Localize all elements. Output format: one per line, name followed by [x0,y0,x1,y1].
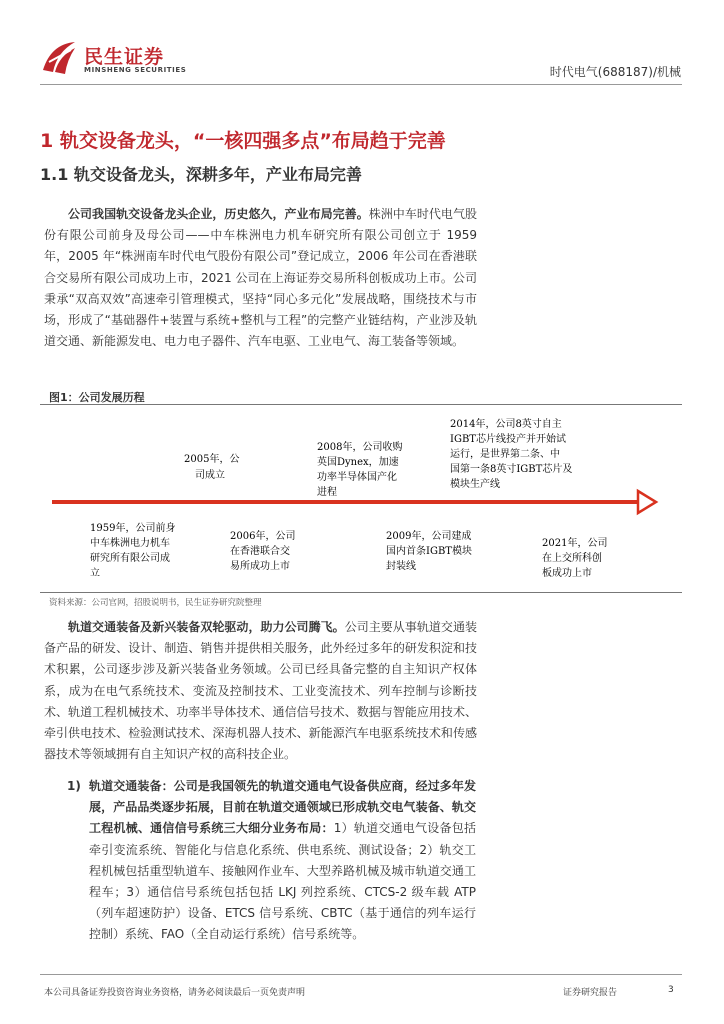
footer-divider [40,974,682,975]
event-2014: 2014年，公司8英寸自主 IGBT芯片线投产并开始试 运行，是世界第二条、中 国第一条8英寸IGBT芯片及 模块生产线 [450,419,573,490]
subsection-heading: 1.1 轨交设备龙头，深耕多年，产业布局完善 [40,165,362,184]
paragraph-body: 公司主要从事轨道交通装备产品的研发、设计、制造、销售并提供相关服务，此外经过多年的研发积淀和技术积累，公司逐步涉及新兴装备业务领域。公司已经具备完整的自主知识产权体系，成为在电气系统技术、变流及控制技术、工业变流技术、列车控制与诊断技术、轨道工程机械技术、功率半导体技术、通信信号技术、数据与智能应用技术、牵引供电技术、检验测试技术、深海机器人技术、新能源汽车电驱系统技术和传感器技术等领域拥有自主知识产权的高科技企业。 [44,620,477,762]
minsheng-logo-icon [41,40,77,76]
paragraph-lead: 公司我国轨交设备龙头企业，历史悠久，产业布局完善。 [68,207,369,221]
section-heading: 1 轨交设备龙头，“一核四强多点”布局趋于完善 [40,130,446,152]
paragraph-lead: 轨道交通装备及新兴装备双轮驱动，助力公司腾飞。 [68,620,345,634]
page-number: 3 [668,985,674,995]
event-2009: 2009年，公司建成 国内首条IGBT模块 封装线 [386,531,472,572]
event-2021: 2021年，公司 在上交所科创 板成功上市 [542,538,608,579]
list-item-body: 1）轨道交通电气设备包括牵引变流系统、智能化与信息化系统、供电系统、测试设备；2）轨交工程机械包括重型轨道车、接触网作业车、大型养路机械及城市轨道交通工程车；3）通信信号系统包括包括 LKJ 列控系统、CTCS-2 级车载 ATP（列车超速防护）设备、ETCS 信号系统、CBTC（基于通信的列车运行控制）系统、FAO（全自动运行系统）信号系统等。 [89,821,476,942]
timeline-arrowhead [638,491,656,513]
footer-disclaimer: 本公司具备证券投资咨询业务资格，请务必阅读最后一页免责声明 [44,988,306,998]
paragraph-dual-drive [44,617,477,765]
figure-bottom-rule [40,592,682,593]
report-label: 时代电气(688187)/机械 [549,65,681,79]
list-number: 1) [67,779,81,793]
event-1959: 1959年，公司前身 中车株洲电力机车 研究所有限公司成 立 [90,523,176,579]
list-item-lead: 轨道交通装备：公司是我国领先的轨道交通电气设备供应商，经过多年发展，产品品类逐步拓展，目前在轨道交通领域已形成轨交电气装备、轨交工程机械、通信信号系统三大细分业务布局： [89,779,476,836]
event-2008: 2008年，公司收购 英国Dynex，加速 功率半导体国产化 进程 [317,442,403,498]
event-2006: 2006年，公司 在香港联合交 易所成功上市 [230,531,296,572]
paragraph-company-overview [44,204,477,352]
brand-name-cn: 民生证券 [84,46,165,68]
paragraph-body: 株洲中车时代电气股份有限公司前身及母公司——中车株洲电力机车研究所有限公司创立于 1959 年，2005 年“株洲南车时代电气股份有限公司”登记成立，2006 年公司在香港联合交易所有限公司成功上市，2021 公司在上海证券交易所科创板成功上市。公司秉承“双高双效”高速牵引管理模式，坚持“同心多元化”发展战略，围绕技术与市场，形成了“基础器件+装置与系统+整机与工程”的完整产业链结构，产业涉及轨道交通、新能源发电、电力电子器件、汽车电驱、工业电气、海工装备等领域。 [44,207,477,349]
figure-source: 资料来源：公司官网，招股说明书，民生证券研究院整理 [49,598,262,608]
brand-name-en: MINSHENG SECURITIES [84,66,187,74]
figure-title: 图1：公司发展历程 [49,391,145,404]
event-2005: 2005年，公 司成立 [184,454,240,481]
header-divider [40,84,682,85]
footer-doc-type: 证券研究报告 [563,988,618,998]
list-item-rail-equipment [89,776,476,946]
timeline-figure [40,405,682,591]
